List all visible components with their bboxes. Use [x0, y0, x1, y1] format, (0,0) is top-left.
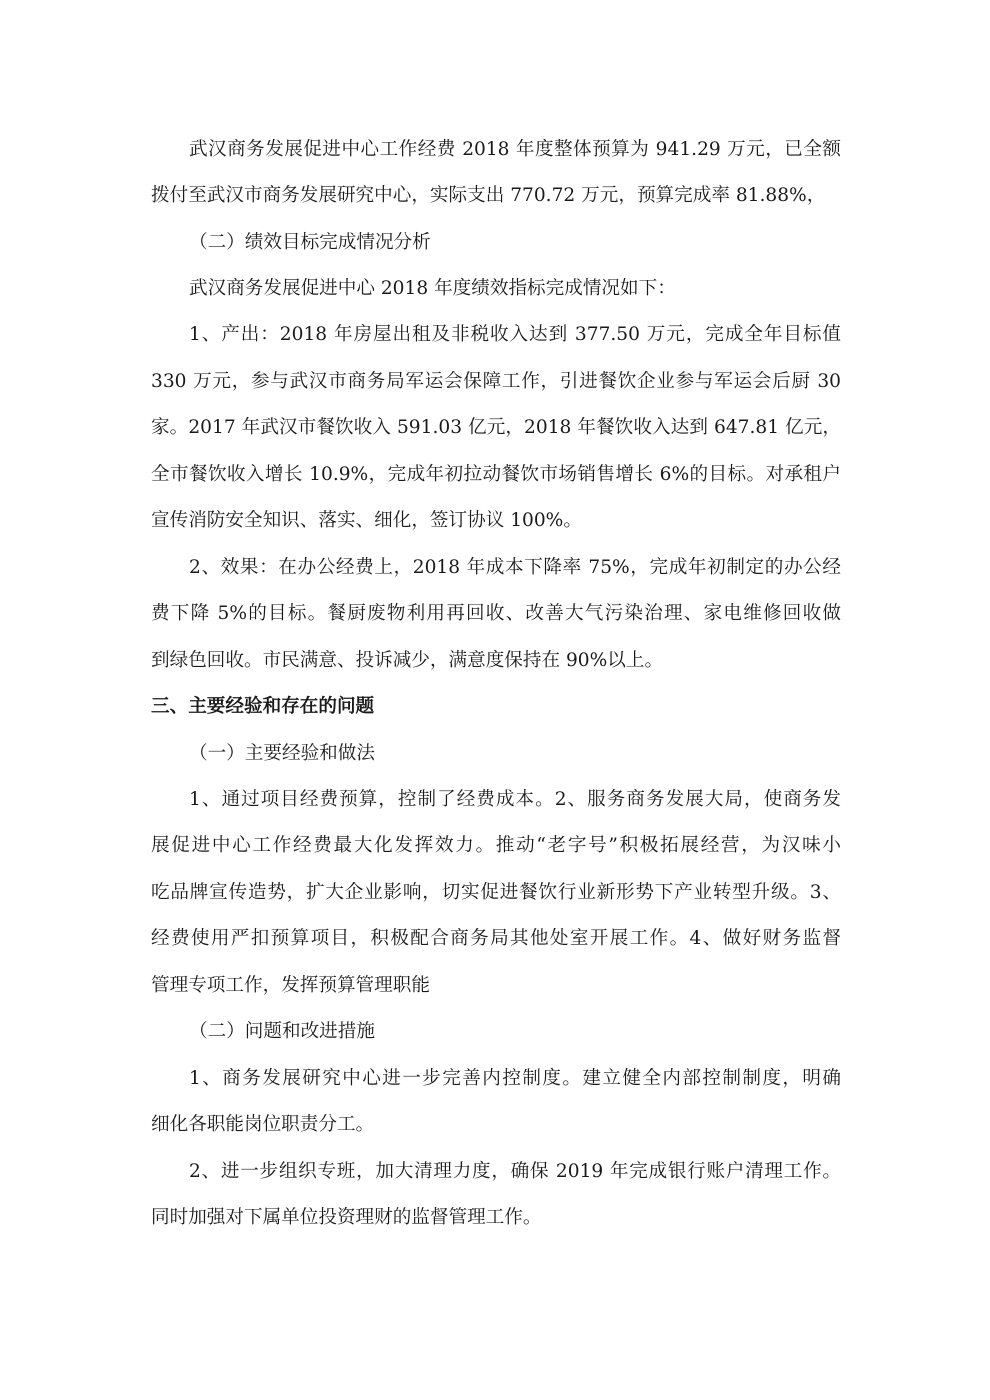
section-subheading: （一）主要经验和做法	[189, 743, 375, 764]
paragraph-line: 武汉商务发展促进中心工作经费 2018 年度整体预算为 941.29 万元，已全额	[189, 139, 841, 160]
paragraph-line: 2、效果：在办公经费上，2018 年成本下降率 75%，完成年初制定的办公经	[189, 557, 841, 578]
paragraph-line: 宣传消防安全知识、落实、细化，签订协议 100%。	[151, 510, 582, 531]
paragraph-line: 管理专项工作，发挥预算管理职能	[151, 975, 430, 996]
section-subheading: （二）绩效目标完成情况分析	[189, 232, 431, 253]
paragraph-line: 武汉商务发展促进中心 2018 年度绩效指标完成情况如下：	[189, 278, 676, 299]
paragraph-line: 全市餐饮收入增长 10.9%，完成年初拉动餐饮市场销售增长 6%的目标。对承租户	[151, 464, 841, 485]
paragraph-line: 拨付至武汉市商务发展研究中心，实际支出 770.72 万元，预算完成率 81.88%，	[151, 185, 826, 206]
paragraph-line: 到绿色回收。市民满意、投诉减少，满意度保持在 90%以上。	[151, 650, 664, 671]
paragraph-line: 同时加强对下属单位投资理财的监督管理工作。	[151, 1207, 542, 1228]
paragraph-line: 1、产出：2018 年房屋出租及非税收入达到 377.50 万元，完成全年目标值	[189, 324, 841, 345]
section-heading: 三、主要经验和存在的问题	[151, 696, 375, 717]
paragraph-line: 展促进中心工作经费最大化发挥效力。推动“老字号”积极拓展经营，为汉味小	[151, 835, 841, 856]
paragraph-line: 家。2017 年武汉市餐饮收入 591.03 亿元，2018 年餐饮收入达到 647.81 亿元，	[151, 417, 841, 438]
section-subheading: （二）问题和改进措施	[189, 1021, 375, 1042]
paragraph-line: 细化各职能岗位职责分工。	[151, 1114, 375, 1135]
paragraph-line: 330 万元，参与武汉市商务局军运会保障工作，引进餐饮企业参与军运会后厨 30	[151, 371, 841, 392]
paragraph-line: 2、进一步组织专班，加大清理力度，确保 2019 年完成银行账户清理工作。	[189, 1161, 841, 1182]
paragraph-line: 1、通过项目经费预算，控制了经费成本。2、服务商务发展大局，使商务发	[189, 789, 841, 810]
paragraph-line: 经费使用严扣预算项目，积极配合商务局其他处室开展工作。4、做好财务监督	[151, 928, 841, 949]
paragraph-line: 费下降 5%的目标。餐厨废物利用再回收、改善大气污染治理、家电维修回收做	[151, 603, 841, 624]
paragraph-line: 1、商务发展研究中心进一步完善内控制度。建立健全内部控制制度，明确	[189, 1068, 841, 1089]
paragraph-line: 吃品牌宣传造势，扩大企业影响，切实促进餐饮行业新形势下产业转型升级。3、	[151, 882, 841, 903]
